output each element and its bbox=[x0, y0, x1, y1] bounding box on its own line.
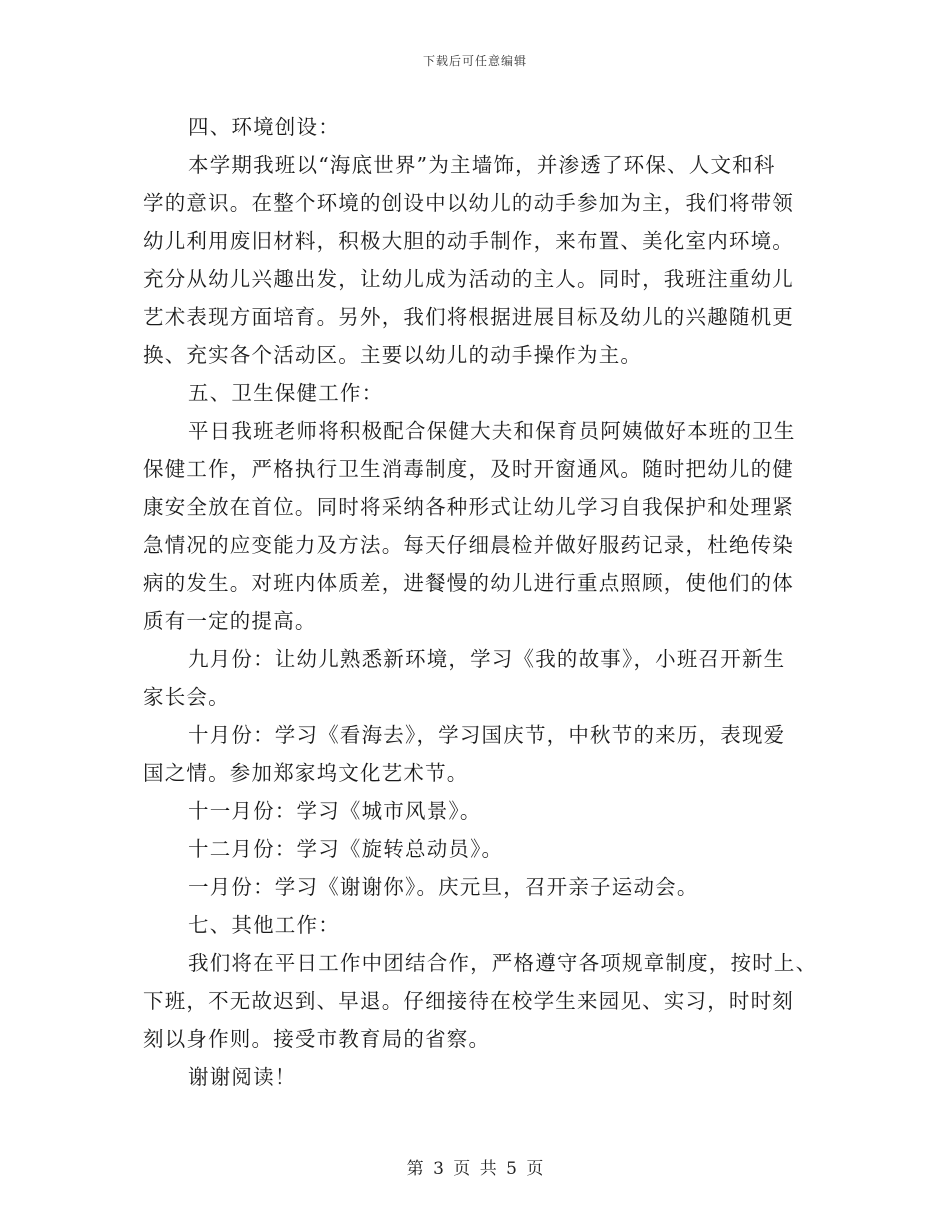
text-line: 十一月份：学习《城市风景》。 bbox=[188, 799, 482, 823]
text-line: 充分从幼儿兴趣出发，让幼儿成为活动的主人。同时，我班注重幼儿 bbox=[143, 267, 794, 291]
text-line: 一月份：学习《谢谢你》。庆元旦，召开亲子运动会。 bbox=[188, 875, 699, 899]
text-line: 谢谢阅读！ bbox=[188, 1065, 297, 1089]
text-line: 艺术表现方面培育。另外，我们将根据进展目标及幼儿的兴趣随机更 bbox=[143, 305, 794, 329]
text-line: 康安全放在首位。同时将采纳各种形式让幼儿学习自我保护和处理紧 bbox=[143, 495, 794, 519]
text-line: 病的发生。对班内体质差，进餐慢的幼儿进行重点照顾，使他们的体 bbox=[143, 571, 794, 595]
text-line: 十月份：学习《看海去》，学习国庆节，中秋节的来历，表现爱 bbox=[188, 723, 786, 747]
text-line: 我们将在平日工作中团结合作，严格遵守各项规章制度，按时上、 bbox=[188, 951, 818, 975]
text-line: 刻以身作则。接受市教育局的省察。 bbox=[143, 1027, 491, 1051]
page-number: 第 3 页 共 5 页 bbox=[406, 1159, 544, 1179]
text-line: 四、环境创设： bbox=[188, 115, 340, 139]
text-line: 保健工作，严格执行卫生消毒制度，及时开窗通风。随时把幼儿的健 bbox=[143, 457, 794, 481]
text-line: 国之情。参加郑家坞文化艺术节。 bbox=[143, 761, 469, 785]
text-line: 质有一定的提高。 bbox=[143, 609, 317, 633]
text-line: 换、充实各个活动区。主要以幼儿的动手操作为主。 bbox=[143, 343, 643, 367]
text-line: 下班，不无故迟到、早退。仔细接待在校学生来园见、实习，时时刻 bbox=[143, 989, 794, 1013]
text-line: 本学期我班以“海底世界”为主墙饰，并渗透了环保、人文和科 bbox=[188, 153, 776, 177]
text-line: 七、其他工作： bbox=[188, 913, 340, 937]
text-line: 五、卫生保健工作： bbox=[188, 381, 384, 405]
text-line: 九月份：让幼儿熟悉新环境，学习《我的故事》，小班召开新生 bbox=[188, 647, 786, 671]
text-line: 学的意识。在整个环境的创设中以幼儿的动手参加为主，我们将带领 bbox=[143, 191, 794, 215]
text-line: 十二月份：学习《旋转总动员》。 bbox=[188, 837, 504, 861]
text-line: 急情况的应变能力及方法。每天仔细晨检并做好服药记录，杜绝传染 bbox=[143, 533, 794, 557]
text-line: 幼儿利用废旧材料，积极大胆的动手制作，来布置、美化室内环境。 bbox=[143, 229, 794, 253]
document-body bbox=[143, 108, 818, 1096]
text-line: 家长会。 bbox=[143, 685, 230, 709]
page-header: 下载后可任意编辑 bbox=[422, 54, 527, 68]
text-line: 平日我班老师将积极配合保健大夫和保育员阿姨做好本班的卫生 bbox=[188, 419, 796, 443]
